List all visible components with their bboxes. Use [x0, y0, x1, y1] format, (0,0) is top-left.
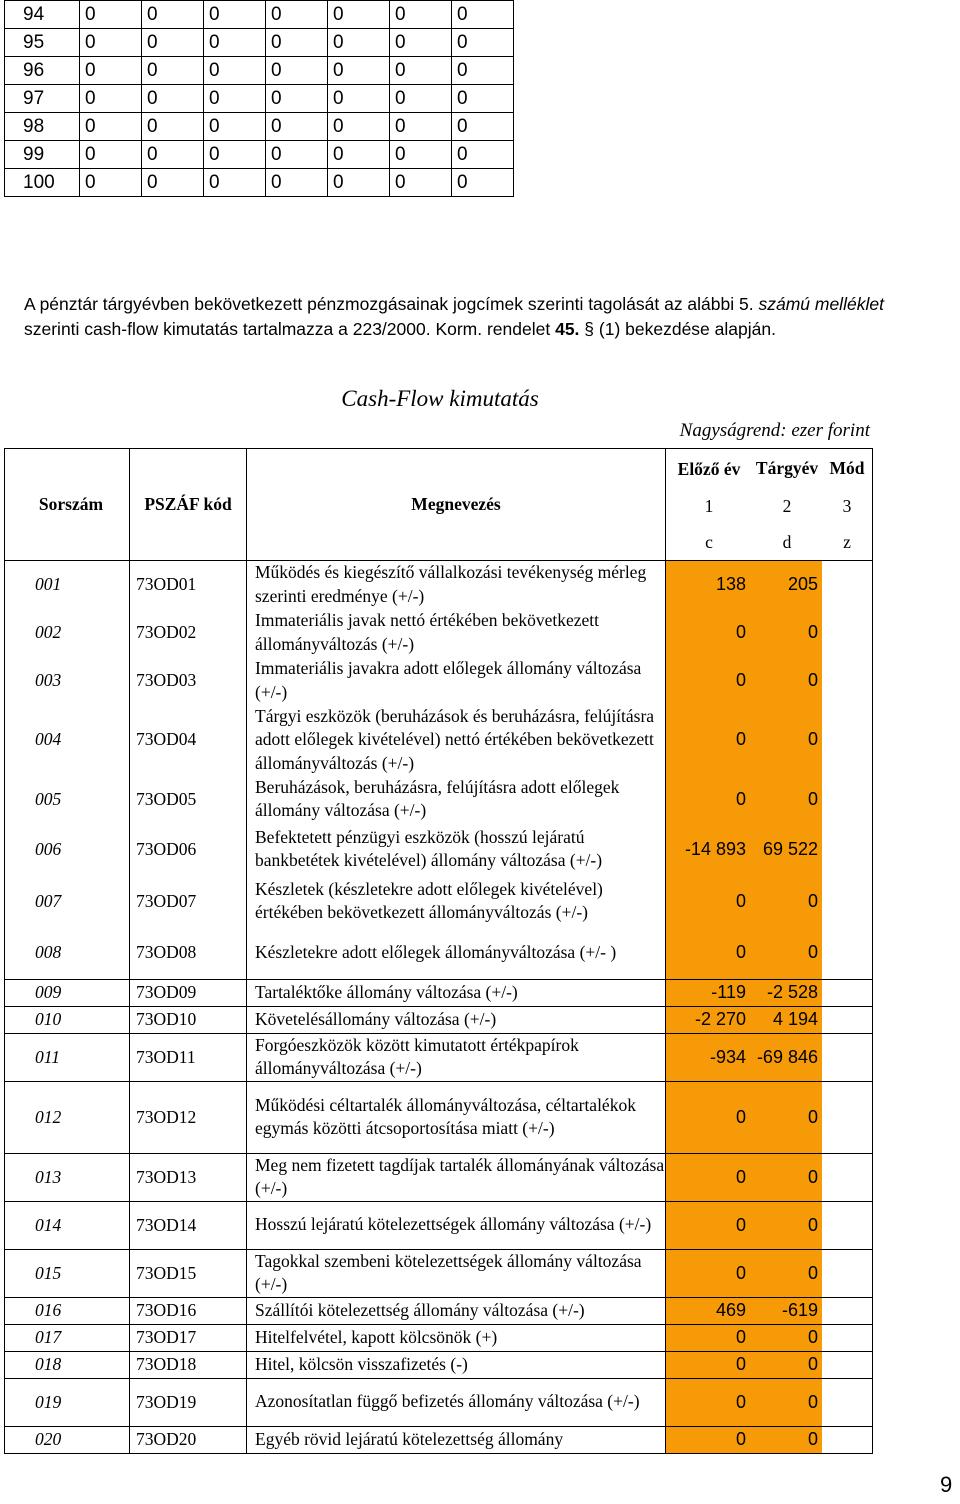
row-pszaf-kod: 73OD17: [130, 1324, 247, 1351]
header-sorszam: Sorszám: [5, 449, 130, 561]
top-row-number: 97: [5, 85, 80, 113]
row-megnevezes: Tárgyi eszközök (beruházások és beruházásra, felújításra adott előlegek kivételével) nettó értékében bekövetkezett állományváltozás (+/-): [247, 705, 666, 776]
row-sorszam: 016: [5, 1297, 130, 1324]
header-col-2: 2: [782, 496, 792, 516]
row-megnevezes: Szállítói kötelezettség állomány változása (+/-): [247, 1297, 666, 1324]
row-sorszam: 009: [5, 979, 130, 1006]
row-mod: [822, 1378, 873, 1426]
top-row-value: 0: [452, 169, 514, 197]
row-targyev: 0: [752, 1081, 822, 1153]
row-mod: [822, 1249, 873, 1297]
row-targyev: 69 522: [752, 823, 822, 875]
row-sorszam: 007: [5, 875, 130, 927]
row-elozo-ev: -14 893: [666, 823, 753, 875]
row-elozo-ev: 0: [666, 775, 753, 823]
intro-text-3: § (1) bekezdése alapján.: [584, 319, 776, 339]
row-targyev: 0: [752, 1426, 822, 1453]
top-row-value: 0: [390, 85, 452, 113]
top-values-table: [4, 0, 514, 197]
intro-paragraph: [24, 292, 924, 342]
row-megnevezes: Hosszú lejáratú kötelezettségek állomány változása (+/-): [247, 1201, 666, 1249]
row-targyev: 0: [752, 927, 822, 979]
header-col-d: d: [782, 531, 792, 552]
row-elozo-ev: 0: [666, 927, 753, 979]
top-table-row: [5, 141, 514, 169]
cash-flow-table: [4, 448, 873, 1454]
row-mod: [822, 561, 873, 609]
row-elozo-ev: 0: [666, 1081, 753, 1153]
top-row-value: 0: [452, 57, 514, 85]
row-sorszam: 017: [5, 1324, 130, 1351]
table-row: [5, 1006, 873, 1033]
row-elozo-ev: 0: [666, 1324, 753, 1351]
header-col-c: c: [666, 525, 753, 561]
row-elozo-ev: 0: [666, 1201, 753, 1249]
top-table-row: [5, 1, 514, 29]
row-pszaf-kod: 73OD06: [130, 823, 247, 875]
row-pszaf-kod: 73OD10: [130, 1006, 247, 1033]
row-mod: [822, 1426, 873, 1453]
table-row: [5, 561, 873, 609]
table-row: [5, 979, 873, 1006]
row-elozo-ev: 0: [666, 609, 753, 657]
row-pszaf-kod: 73OD16: [130, 1297, 247, 1324]
scale-note: Nagyságrend: ezer forint: [679, 420, 870, 441]
top-row-value: 0: [328, 29, 390, 57]
row-sorszam: 020: [5, 1426, 130, 1453]
table-row: [5, 1081, 873, 1153]
row-targyev: 0: [752, 657, 822, 705]
top-row-value: 0: [266, 141, 328, 169]
row-mod: [822, 927, 873, 979]
row-mod: [822, 1033, 873, 1081]
row-sorszam: 006: [5, 823, 130, 875]
row-pszaf-kod: 73OD14: [130, 1201, 247, 1249]
row-mod: [822, 1081, 873, 1153]
table-row: [5, 1297, 873, 1324]
row-targyev: 0: [752, 1324, 822, 1351]
row-pszaf-kod: 73OD12: [130, 1081, 247, 1153]
table-row: [5, 1249, 873, 1297]
row-mod: [822, 1324, 873, 1351]
top-row-value: 0: [452, 1, 514, 29]
row-sorszam: 003: [5, 657, 130, 705]
top-row-value: 0: [204, 85, 266, 113]
row-sorszam: 005: [5, 775, 130, 823]
header-mod: Mód: [822, 449, 873, 489]
top-row-value: 0: [390, 1, 452, 29]
top-row-value: 0: [328, 85, 390, 113]
top-row-value: 0: [204, 113, 266, 141]
top-row-number: 100: [5, 169, 80, 197]
row-elozo-ev: 0: [666, 1351, 753, 1378]
row-mod: [822, 609, 873, 657]
row-megnevezes: Készletek (készletekre adott előlegek kivételével) értékében bekövetkezett állományváltozás (+/-): [247, 875, 666, 927]
table-row: [5, 1426, 873, 1453]
row-elozo-ev: 0: [666, 1426, 753, 1453]
top-table-row: [5, 169, 514, 197]
table-row: [5, 1153, 873, 1201]
row-sorszam: 011: [5, 1033, 130, 1081]
top-row-number: 95: [5, 29, 80, 57]
top-row-value: 0: [204, 57, 266, 85]
top-row-value: 0: [142, 169, 204, 197]
row-megnevezes: Befektetett pénzügyi eszközök (hosszú lejáratú bankbetétek kivételével) állomány változása (+/-): [247, 823, 666, 875]
table-row: [5, 1351, 873, 1378]
row-megnevezes: Hitel, kölcsön visszafizetés (-): [247, 1351, 666, 1378]
row-targyev: 0: [752, 1153, 822, 1201]
row-megnevezes: Beruházások, beruházásra, felújításra adott előlegek állomány változása (+/-): [247, 775, 666, 823]
row-elozo-ev: -119: [666, 979, 753, 1006]
table-row: [5, 1378, 873, 1426]
header-col-1: 1: [666, 489, 753, 525]
row-megnevezes: Immateriális javak nettó értékében bekövetkezett állományváltozás (+/-): [247, 609, 666, 657]
row-sorszam: 008: [5, 927, 130, 979]
table-row: [5, 775, 873, 823]
row-pszaf-kod: 73OD18: [130, 1351, 247, 1378]
top-table-row: [5, 85, 514, 113]
table-row: [5, 609, 873, 657]
header-elozo-ev: Előző év: [666, 449, 753, 489]
row-pszaf-kod: 73OD08: [130, 927, 247, 979]
row-elozo-ev: 0: [666, 657, 753, 705]
header-targyev: Tárgyév: [752, 449, 822, 489]
top-row-value: 0: [452, 29, 514, 57]
row-sorszam: 002: [5, 609, 130, 657]
intro-text-1: A pénztár tárgyévben bekövetkezett pénzmozgásainak jogcímek szerinti tagolását az alábbi 5.: [24, 294, 754, 314]
row-megnevezes: Működés és kiegészítő vállalkozási tevékenység mérleg szerinti eredménye (+/-): [247, 561, 666, 609]
row-megnevezes: Készletekre adott előlegek állományváltozása (+/- ): [247, 927, 666, 979]
row-elozo-ev: 138: [666, 561, 753, 609]
top-row-value: 0: [328, 1, 390, 29]
intro-text-italic: számú melléklet: [758, 294, 884, 314]
table-row: [5, 927, 873, 979]
row-pszaf-kod: 73OD20: [130, 1426, 247, 1453]
row-targyev: 0: [752, 875, 822, 927]
row-pszaf-kod: 73OD02: [130, 609, 247, 657]
table-row: [5, 1324, 873, 1351]
row-targyev: 0: [752, 705, 822, 776]
header-megnevezes: Megnevezés: [247, 449, 666, 561]
top-row-value: 0: [452, 141, 514, 169]
row-pszaf-kod: 73OD19: [130, 1378, 247, 1426]
row-sorszam: 012: [5, 1081, 130, 1153]
page-title: Cash-Flow kimutatás: [341, 386, 539, 411]
table-row: [5, 823, 873, 875]
page-number: 9: [940, 1472, 953, 1497]
row-sorszam: 014: [5, 1201, 130, 1249]
row-pszaf-kod: 73OD13: [130, 1153, 247, 1201]
row-mod: [822, 875, 873, 927]
row-mod: [822, 775, 873, 823]
row-pszaf-kod: 73OD05: [130, 775, 247, 823]
top-row-value: 0: [80, 57, 142, 85]
intro-text-2: szerinti cash-flow kimutatás tartalmazza a 223/2000. Korm. rendelet: [24, 319, 551, 339]
top-row-value: 0: [80, 29, 142, 57]
row-sorszam: 001: [5, 561, 130, 609]
top-row-value: 0: [266, 1, 328, 29]
row-targyev: 0: [752, 609, 822, 657]
row-mod: [822, 1153, 873, 1201]
top-row-value: 0: [80, 113, 142, 141]
row-sorszam: 004: [5, 705, 130, 776]
row-mod: [822, 823, 873, 875]
row-elozo-ev: -2 270: [666, 1006, 753, 1033]
top-row-value: 0: [142, 141, 204, 169]
row-mod: [822, 657, 873, 705]
row-megnevezes: Egyéb rövid lejáratú kötelezettség állomány: [247, 1426, 666, 1453]
row-pszaf-kod: 73OD04: [130, 705, 247, 776]
top-row-value: 0: [266, 85, 328, 113]
row-mod: [822, 1351, 873, 1378]
top-row-value: 0: [328, 141, 390, 169]
top-row-value: 0: [142, 57, 204, 85]
row-targyev: 0: [752, 1201, 822, 1249]
row-sorszam: 018: [5, 1351, 130, 1378]
row-targyev: 205: [752, 561, 822, 609]
row-sorszam: 013: [5, 1153, 130, 1201]
top-row-value: 0: [80, 169, 142, 197]
top-row-value: 0: [142, 85, 204, 113]
top-row-value: 0: [204, 29, 266, 57]
row-pszaf-kod: 73OD03: [130, 657, 247, 705]
top-row-value: 0: [266, 169, 328, 197]
row-sorszam: 010: [5, 1006, 130, 1033]
row-mod: [822, 1006, 873, 1033]
row-targyev: 0: [752, 1249, 822, 1297]
top-row-number: 99: [5, 141, 80, 169]
row-elozo-ev: 0: [666, 875, 753, 927]
row-sorszam: 019: [5, 1378, 130, 1426]
top-row-value: 0: [390, 113, 452, 141]
row-megnevezes: Követelésállomány változása (+/-): [247, 1006, 666, 1033]
row-targyev: -69 846: [752, 1033, 822, 1081]
top-table-row: [5, 113, 514, 141]
top-row-number: 94: [5, 1, 80, 29]
table-row: [5, 705, 873, 776]
row-mod: [822, 1297, 873, 1324]
row-targyev: -619: [752, 1297, 822, 1324]
top-row-value: 0: [328, 113, 390, 141]
row-pszaf-kod: 73OD09: [130, 979, 247, 1006]
row-pszaf-kod: 73OD07: [130, 875, 247, 927]
row-targyev: 0: [752, 1351, 822, 1378]
header-col-3: 3: [822, 489, 873, 525]
row-targyev: 4 194: [752, 1006, 822, 1033]
top-row-value: 0: [452, 113, 514, 141]
row-pszaf-kod: 73OD11: [130, 1033, 247, 1081]
row-targyev: 0: [752, 775, 822, 823]
top-row-value: 0: [142, 113, 204, 141]
top-row-value: 0: [266, 29, 328, 57]
top-row-value: 0: [204, 141, 266, 169]
row-megnevezes: Hitelfelvétel, kapott kölcsönök (+): [247, 1324, 666, 1351]
top-row-value: 0: [266, 113, 328, 141]
top-row-value: 0: [328, 169, 390, 197]
row-megnevezes: Meg nem fizetett tagdíjak tartalék állományának változása (+/-): [247, 1153, 666, 1201]
top-row-value: 0: [390, 169, 452, 197]
row-pszaf-kod: 73OD01: [130, 561, 247, 609]
row-elozo-ev: 0: [666, 1378, 753, 1426]
top-row-value: 0: [80, 1, 142, 29]
top-row-value: 0: [204, 1, 266, 29]
top-row-value: 0: [390, 141, 452, 169]
top-row-number: 96: [5, 57, 80, 85]
table-row: [5, 657, 873, 705]
row-megnevezes: Működési céltartalék állományváltozása, céltartalékok egymás közötti átcsoportosítása miatt (+/-): [247, 1081, 666, 1153]
row-megnevezes: Immateriális javakra adott előlegek állomány változása (+/-): [247, 657, 666, 705]
top-table-row: [5, 29, 514, 57]
top-row-number: 98: [5, 113, 80, 141]
row-elozo-ev: 0: [666, 1249, 753, 1297]
row-elozo-ev: 469: [666, 1297, 753, 1324]
row-targyev: 0: [752, 1378, 822, 1426]
row-megnevezes: Tagokkal szembeni kötelezettségek állomány változása (+/-): [247, 1249, 666, 1297]
table-row: [5, 1033, 873, 1081]
header-pszaf: PSZÁF kód: [130, 449, 247, 561]
row-elozo-ev: 0: [666, 1153, 753, 1201]
row-pszaf-kod: 73OD15: [130, 1249, 247, 1297]
row-sorszam: 015: [5, 1249, 130, 1297]
row-mod: [822, 1201, 873, 1249]
top-row-value: 0: [142, 1, 204, 29]
row-elozo-ev: 0: [666, 705, 753, 776]
row-elozo-ev: -934: [666, 1033, 753, 1081]
top-row-value: 0: [80, 85, 142, 113]
row-mod: [822, 979, 873, 1006]
top-row-value: 0: [204, 169, 266, 197]
table-row: [5, 875, 873, 927]
top-row-value: 0: [390, 29, 452, 57]
intro-text-bold: 45.: [555, 319, 580, 339]
top-table-row: [5, 57, 514, 85]
top-row-value: 0: [328, 57, 390, 85]
top-row-value: 0: [452, 85, 514, 113]
top-row-value: 0: [266, 57, 328, 85]
row-megnevezes: Tartaléktőke állomány változása (+/-): [247, 979, 666, 1006]
table-row: [5, 1201, 873, 1249]
top-row-value: 0: [390, 57, 452, 85]
row-targyev: -2 528: [752, 979, 822, 1006]
row-megnevezes: Forgóeszközök között kimutatott értékpapírok állományváltozása (+/-): [247, 1033, 666, 1081]
row-megnevezes: Azonosítatlan függő befizetés állomány változása (+/-): [247, 1378, 666, 1426]
row-mod: [822, 705, 873, 776]
top-row-value: 0: [142, 29, 204, 57]
top-row-value: 0: [80, 141, 142, 169]
header-col-z: z: [822, 525, 873, 561]
